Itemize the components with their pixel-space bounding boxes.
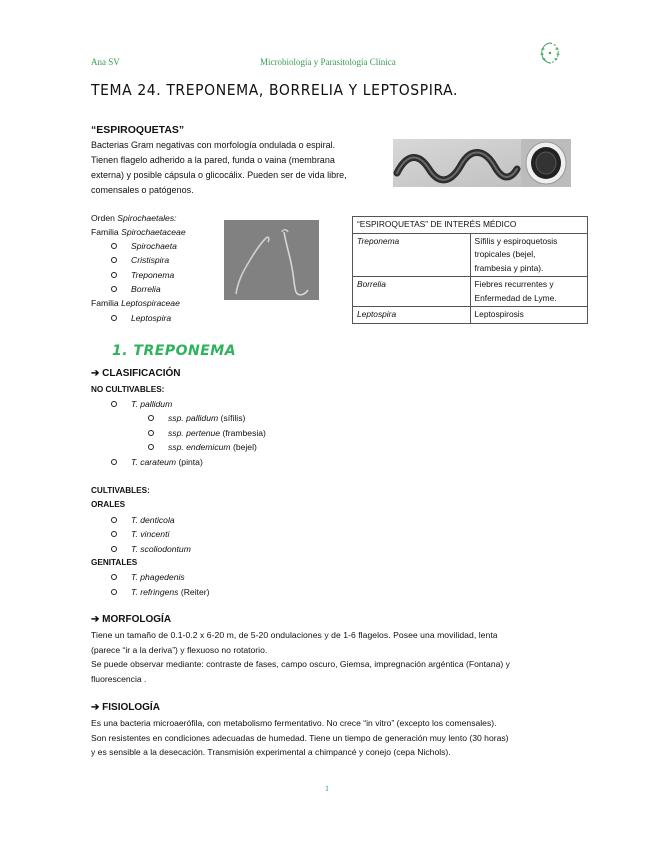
species-name: T. phagedenis — [131, 572, 185, 582]
species-name: T. scoliodontum — [131, 544, 191, 554]
page-title: TEMA 24. TREPONEMA, BORRELIA Y LEPTOSPIRA. — [91, 81, 459, 99]
bullet-icon — [111, 531, 117, 537]
genus-cell: Borrelia — [353, 277, 471, 307]
morfologia-text — [91, 628, 565, 686]
bullet-icon — [111, 272, 117, 278]
table-row — [353, 277, 588, 307]
disease-cell — [470, 307, 588, 324]
species-name: T. refringens — [131, 587, 179, 597]
leptospira-micrograph-image — [224, 220, 319, 300]
bullet-icon — [111, 243, 117, 249]
list-item — [111, 542, 191, 557]
text-line: Son resistentes en condiciones adecuadas de humedad. Tiene un tiempo de generación muy lento (30 horas) — [91, 732, 509, 743]
list-item — [111, 239, 177, 254]
header-subject: Microbiología y Parasitología Clínica — [260, 57, 396, 67]
subspecies-name: ssp. endemicum — [168, 442, 231, 452]
genus-name: Cristispira — [131, 255, 170, 265]
taxonomy-family-1 — [91, 225, 186, 240]
family-label: Familia — [91, 298, 122, 308]
bullet-icon — [111, 401, 117, 407]
table-row — [353, 233, 588, 277]
family-name: Spirochaetaceae — [121, 227, 186, 237]
cell-line: tropicales (bejel, — [474, 249, 536, 259]
cell-line: Leptospirosis — [474, 309, 524, 319]
genus-name: Treponema — [131, 270, 175, 280]
disease-name: (pinta) — [176, 457, 203, 467]
list-item — [148, 426, 266, 441]
family-name: Leptospiraceae — [121, 298, 180, 308]
cell-line: frambesia y pinta). — [474, 262, 544, 273]
bullet-icon — [111, 459, 117, 465]
disease-cell — [470, 233, 588, 277]
species-name: T. pallidum — [131, 399, 173, 409]
text-line: comensales o patógenos. — [91, 185, 194, 195]
espiroquetas-heading: “ESPIROQUETAS” — [91, 124, 185, 136]
section-heading-treponema: 1. TREPONEMA — [112, 343, 237, 359]
cell-line: Enfermedad de Lyme. — [474, 292, 557, 303]
bullet-icon — [111, 517, 117, 523]
orales-label: ORALES — [91, 500, 126, 509]
list-item — [111, 513, 175, 528]
genus-name: Spirochaeta — [131, 241, 177, 251]
fisiologia-text — [91, 716, 571, 760]
disease-name: (sífilis) — [218, 413, 246, 423]
list-item — [111, 455, 203, 470]
bullet-icon — [111, 286, 117, 292]
cultivables-label: CULTIVABLES: — [91, 486, 150, 495]
clasificacion-heading: ➔ CLASIFICACIÓN — [91, 368, 181, 379]
list-item — [111, 397, 172, 412]
table-row — [353, 307, 588, 324]
bullet-icon — [148, 415, 154, 421]
bullet-icon — [111, 315, 117, 321]
text-line: (parece “ir a la deriva”) y flexuoso no rotatorio. — [91, 644, 268, 655]
bullet-icon — [111, 574, 117, 580]
species-name: T. vincenti — [131, 529, 170, 539]
order-label: Orden — [91, 213, 118, 223]
genus-cell: Treponema — [353, 233, 471, 277]
list-item — [111, 268, 174, 283]
family-label: Familia — [91, 227, 122, 237]
order-name: Spirochaetales: — [117, 213, 177, 223]
bullet-icon — [148, 430, 154, 436]
bullet-icon — [148, 444, 154, 450]
species-name: T. carateum — [131, 457, 177, 467]
text-line: Es una bacteria microaerófila, con metabolismo fermentativo. No crece “in vitro” (excepto los comensales). — [91, 718, 497, 728]
header-author: Ana SV — [91, 57, 120, 67]
text-line: Bacterias Gram negativas con morfología ondulada o espiral. — [91, 140, 336, 150]
list-item — [111, 570, 185, 585]
disease-cell — [470, 277, 588, 307]
text-line: externa) y posible cápsula o glicocálix. Pueden ser de vida libre, — [91, 170, 347, 180]
morfologia-heading: ➔ MORFOLOGÍA — [91, 614, 172, 625]
genus-name: Leptospira — [131, 313, 172, 323]
species-note: (Reiter) — [178, 587, 210, 597]
leaf-wreath-logo — [537, 40, 563, 66]
text-line: Tiene un tamaño de 0.1-0.2 x 6-20 m, de 5-20 ondulaciones y de 1-6 flagelos. Posee una movilidad, lenta — [91, 630, 498, 640]
text-line: fluorescencia . — [91, 673, 147, 684]
no-cultivables-label: NO CULTIVABLES: — [91, 385, 165, 394]
text-line: y es sensible a la desecación. Transmisión experimental a chimpancé y conejo (cepa Nichols). — [91, 747, 451, 757]
fisiologia-heading: ➔ FISIOLOGÍA — [91, 702, 160, 713]
list-item — [111, 585, 210, 600]
text-line: Tienen flagelo adherido a la pared, funda o vaina (membrana — [91, 155, 335, 165]
genitales-label: GENITALES — [91, 558, 138, 567]
text-line: Se puede observar mediante: contraste de fases, campo oscuro, Giemsa, impregnación argéntica (Fontana) y — [91, 659, 510, 669]
list-item — [111, 527, 169, 542]
list-item — [111, 311, 171, 326]
cell-line: Fiebres recurrentes y — [474, 279, 554, 289]
genus-cell: Leptospira — [353, 307, 471, 324]
species-name: T. denticola — [131, 515, 175, 525]
bullet-icon — [111, 546, 117, 552]
espiroquetas-table — [352, 216, 588, 324]
bullet-icon — [111, 257, 117, 263]
genus-name: Borrelia — [131, 284, 161, 294]
subspecies-name: ssp. pallidum — [168, 413, 219, 423]
list-item — [111, 253, 169, 268]
list-item — [111, 282, 161, 297]
taxonomy-family-2 — [91, 296, 180, 311]
list-item — [148, 440, 257, 455]
subspecies-name: ssp. pertenue — [168, 428, 221, 438]
taxonomy-order — [91, 211, 177, 226]
cell-line: Sífilis y espiroquetosis — [474, 235, 558, 246]
disease-name: (bejel) — [230, 442, 257, 452]
table-header: “ESPIROQUETAS” DE INTERÉS MÉDICO — [353, 217, 588, 234]
page-number: 1 — [325, 784, 329, 793]
disease-name: (frambesia) — [220, 428, 266, 438]
bullet-icon — [111, 589, 117, 595]
list-item — [148, 411, 245, 426]
espiroquetas-description — [91, 138, 381, 198]
spirochete-micrograph-image — [393, 139, 571, 187]
